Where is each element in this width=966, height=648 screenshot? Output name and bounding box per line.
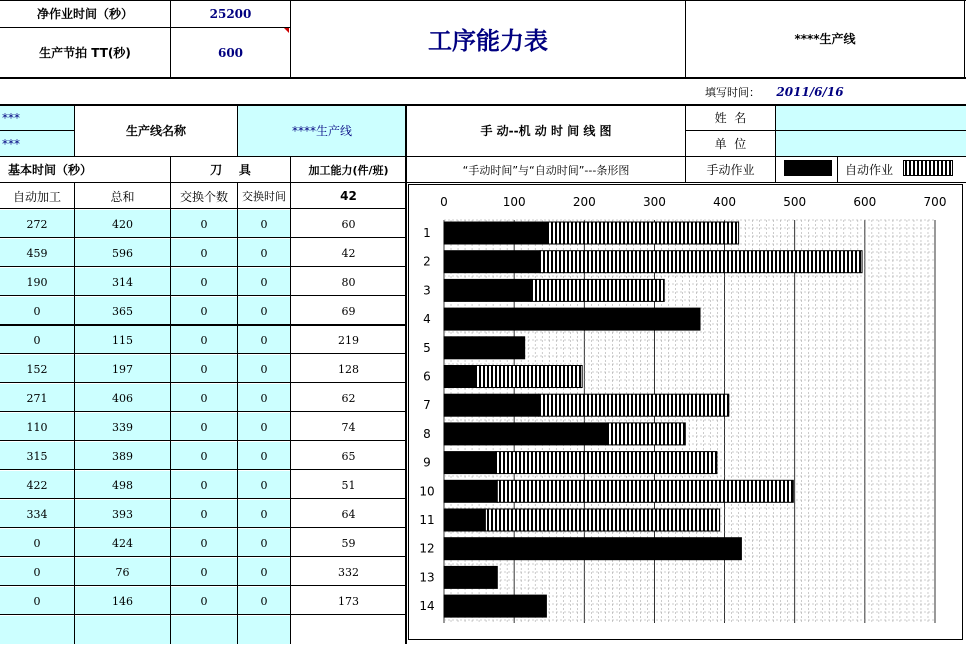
grid-line [0,382,406,383]
grid-line [290,0,291,78]
bar-manual [444,480,497,502]
grid-line [0,498,406,499]
grid-line [74,182,75,644]
y-category-label: 2 [423,254,431,269]
bar-manual [444,366,476,388]
table-cell-empty[interactable] [171,616,237,644]
table-cell-auto[interactable]: 190 [0,268,74,296]
y-category-label: 14 [419,599,435,614]
bar-manual [444,337,525,359]
grid-line [0,585,406,586]
page-title: 工序能力表 [428,26,548,55]
y-category-label: 3 [423,283,431,298]
table-cell-empty[interactable] [238,616,290,644]
bar-manual [444,394,539,416]
x-tick-label: 400 [713,195,737,209]
table-cell-xcount[interactable]: 0 [171,442,237,470]
table-cell-total[interactable]: 596 [75,239,170,267]
table-cell-total[interactable]: 389 [75,442,170,470]
y-category-label: 7 [423,398,431,413]
x-tick-label: 100 [502,195,526,209]
table-cell-xcount[interactable]: 0 [171,500,237,528]
gantt-chart [407,183,966,644]
table-cell-empty[interactable] [75,616,170,644]
table-cell-xtime[interactable]: 0 [238,587,290,615]
col-exchange-count: 交换个数 [179,189,228,204]
table-cell-total[interactable]: 115 [75,326,170,354]
bar-manual [444,423,608,445]
table-cell-xcount[interactable]: 0 [171,471,237,499]
col-total: 总和 [110,189,135,204]
table-cell-xtime[interactable]: 0 [238,558,290,586]
grid-line [0,614,406,615]
grid-line [685,0,686,78]
net-time-label: 净作业时间（秒） [36,7,133,21]
table-cell-xcount[interactable]: 0 [171,558,237,586]
grid-line [837,156,838,182]
table-cell-xtime[interactable]: 0 [238,355,290,383]
bar-auto [496,452,717,474]
table-cell-xcount[interactable]: 0 [171,268,237,296]
table-cell-xtime[interactable]: 0 [238,384,290,412]
x-tick-label: 300 [642,195,666,209]
tool-header: 刀 具 [210,163,251,177]
table-cell-total[interactable]: 197 [75,355,170,383]
table-cell-xcount[interactable]: 0 [171,529,237,557]
table-cell-auto[interactable]: 334 [0,500,74,528]
table-cell-total[interactable]: 146 [75,587,170,615]
grid-line [237,182,238,644]
table-cell-xcount[interactable]: 0 [171,239,237,267]
table-cell-auto[interactable]: 0 [0,326,74,354]
fill-time-label: 填写时间： [705,86,760,99]
table-cell-auto[interactable]: 459 [0,239,74,267]
table-cell-total[interactable]: 314 [75,268,170,296]
bar-auto [608,423,685,445]
bar-manual [444,279,531,301]
unit-value-field[interactable] [776,131,966,156]
grid-line [0,440,406,441]
table-cell-xtime[interactable]: 0 [238,239,290,267]
table-cell-xtime[interactable]: 0 [238,326,290,354]
table-cell-total[interactable]: 76 [75,558,170,586]
grid-line [0,411,406,412]
table-cell-auto[interactable]: 0 [0,558,74,586]
table-cell-xcount[interactable]: 0 [171,413,237,441]
bar-auto [540,251,862,273]
x-tick-label: 0 [440,195,448,209]
bar-manual [444,308,700,330]
table-cell-xtime[interactable]: 0 [238,413,290,441]
grid-line [685,130,966,131]
legend-auto-label: 自动作业 [844,163,893,177]
table-cell-total[interactable]: 424 [75,529,170,557]
col-exchange-time: 交换时间 [242,190,286,203]
table-cell-cap[interactable]: 59 [341,536,356,550]
grid-line [170,0,171,78]
capacity-header: 加工能力(件/班) [308,163,389,177]
grid-line [0,208,406,209]
bar-manual [444,452,496,474]
y-category-label: 6 [423,369,431,384]
grid-line [0,27,290,28]
table-cell-xtime[interactable]: 0 [238,442,290,470]
takt-label: 生产节拍 TT(秒) [39,46,131,60]
table-cell-auto[interactable]: 110 [0,413,74,441]
bar-manual [444,595,546,617]
takt-value[interactable]: 600 [217,45,244,60]
bar-auto [531,279,664,301]
grid-line [0,324,406,326]
grid-line [0,266,406,267]
y-category-label: 8 [423,426,431,441]
y-category-label: 12 [419,541,435,556]
table-cell-xcount[interactable]: 0 [171,355,237,383]
table-cell-total[interactable]: 393 [75,500,170,528]
bar-manual [444,251,540,273]
x-tick-label: 500 [783,195,807,209]
bar-manual [444,222,548,244]
bar-auto [497,480,793,502]
grid-line [964,0,965,78]
y-category-label: 10 [419,484,435,499]
bar-manual [444,538,741,560]
table-cell-cap[interactable]: 42 [341,246,356,260]
legend-manual-label: 手动作业 [706,163,755,177]
table-cell-xtime[interactable]: 0 [238,471,290,499]
bar-auto [539,394,729,416]
table-cell-cap[interactable]: 65 [341,449,356,463]
table-cell-xcount[interactable]: 0 [171,210,237,238]
table-cell-auto[interactable]: 271 [0,384,74,412]
grid-line [0,156,966,157]
grid-line [0,527,406,528]
table-cell-total[interactable]: 406 [75,384,170,412]
bar-auto [476,366,583,388]
left-info-2[interactable]: *** [0,131,74,156]
table-cell-total[interactable]: 365 [75,297,170,325]
name-label: 姓 名 [714,111,747,125]
comment-marker [284,28,289,33]
y-category-label: 13 [419,570,435,585]
x-tick-label: 600 [853,195,877,209]
table-cell-auto[interactable]: 152 [0,355,74,383]
table-cell-total[interactable]: 420 [75,210,170,238]
table-cell-auto[interactable]: 315 [0,442,74,470]
gantt-title: 手 动--机 动 时 间 线 图 [480,124,612,138]
table-cell-cap[interactable]: 173 [338,594,359,608]
fill-time-value[interactable]: 2011/6/16 [776,85,844,99]
table-cell-cap[interactable]: 128 [338,362,359,376]
grid-line [0,556,406,557]
legend-text: “手动时间”与“自动时间”---条形图 [462,163,630,177]
legend-auto-swatch [903,160,953,176]
y-category-label: 1 [423,226,431,240]
name-value-field[interactable] [776,105,966,130]
table-cell-total[interactable]: 498 [75,471,170,499]
grid-line [0,0,966,1]
table-cell-xtime[interactable]: 0 [238,529,290,557]
table-cell-xtime[interactable]: 0 [238,297,290,325]
table-cell-xtime[interactable]: 0 [238,500,290,528]
table-cell-xtime[interactable]: 0 [238,268,290,296]
y-category-label: 11 [419,513,435,527]
table-cell-cap[interactable]: 64 [341,507,356,521]
table-cell-cap[interactable]: 69 [341,304,356,318]
table-cell-xcount[interactable]: 0 [171,326,237,354]
grid-line [74,104,75,156]
table-cell-auto[interactable]: 0 [0,587,74,615]
table-cell-xcount[interactable]: 0 [171,297,237,325]
table-cell-empty[interactable] [291,616,406,644]
x-tick-label: 700 [923,195,947,209]
grid-line [237,104,238,156]
grid-line [0,469,406,470]
table-cell-xcount[interactable]: 0 [171,384,237,412]
table-cell-cap[interactable]: 332 [338,565,359,579]
legend-manual-swatch [784,160,832,176]
grid-line [0,130,74,131]
gantt-chart-svg [407,183,966,644]
grid-line [0,77,966,79]
table-cell-auto[interactable]: 0 [0,529,74,557]
table-cell-xcount[interactable]: 0 [171,587,237,615]
table-cell-total[interactable]: 339 [75,413,170,441]
grid-line [0,353,406,354]
bar-manual [444,509,485,531]
x-tick-label: 200 [572,195,596,209]
y-category-label: 4 [423,312,431,327]
y-category-label: 9 [423,455,431,470]
bar-manual [444,566,497,588]
unit-label: 单 位 [714,137,747,151]
capacity-min: 42 [340,189,357,203]
grid-line [685,104,686,183]
table-cell-cap[interactable]: 80 [341,275,356,289]
table-cell-cap[interactable]: 74 [341,420,356,434]
table-cell-cap[interactable]: 60 [341,217,356,231]
left-info-1[interactable]: *** [0,105,74,130]
table-cell-xtime[interactable]: 0 [238,210,290,238]
table-cell-auto[interactable]: 272 [0,210,74,238]
y-category-label: 5 [423,340,431,355]
table-cell-auto[interactable]: 422 [0,471,74,499]
line-top: ****生产线 [794,32,856,46]
grid-line [0,104,966,106]
table-cell-cap[interactable]: 219 [338,333,359,347]
net-time-value[interactable]: 25200 [209,6,252,21]
bar-auto [548,222,739,244]
line-name-label: 生产线名称 [125,124,186,138]
grid-line [775,104,776,183]
grid-line [290,156,291,644]
table-cell-cap[interactable]: 62 [341,391,356,405]
line-name-value[interactable]: ****生产线 [238,105,406,156]
table-cell-cap[interactable]: 51 [341,478,356,492]
basic-time-header: 基本时间（秒） [8,163,93,177]
grid-line [0,237,406,238]
bar-auto [485,509,719,531]
table-cell-auto[interactable]: 0 [0,297,74,325]
table-cell-empty[interactable] [0,616,74,644]
col-auto-proc: 自动加工 [12,189,61,204]
grid-line [170,156,171,644]
grid-line [0,295,406,296]
